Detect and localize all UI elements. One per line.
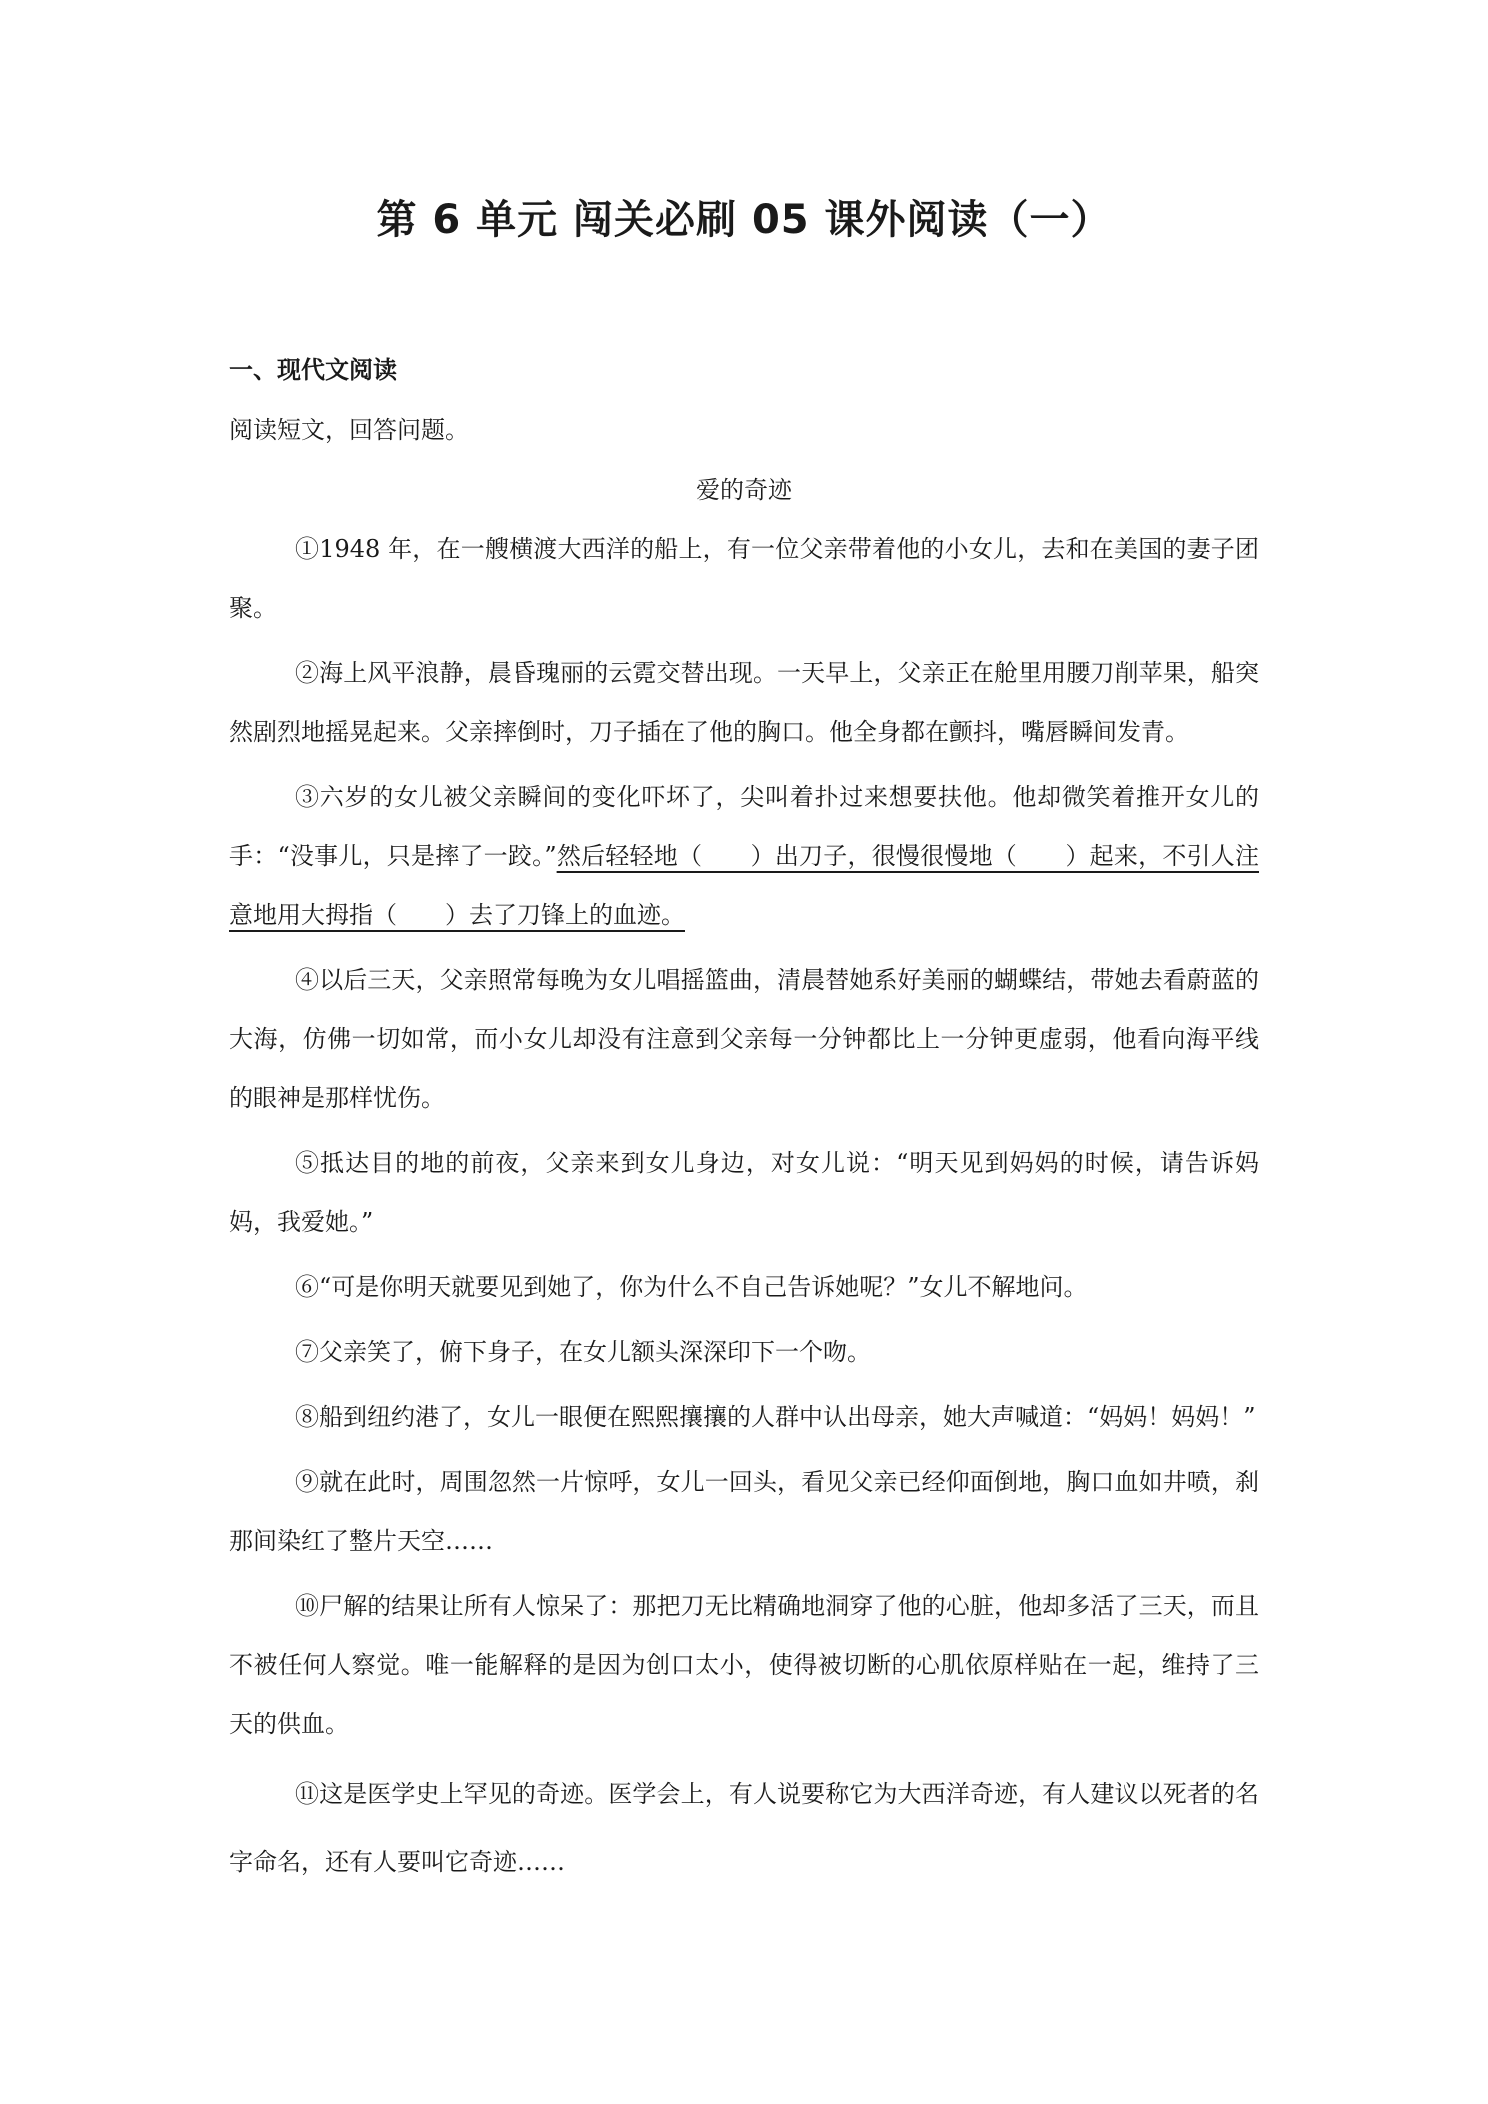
- story-body: [229, 520, 1259, 1896]
- paragraph-4: ④以后三天，父亲照常每晚为女儿唱摇篮曲，清晨替她系好美丽的蝴蝶结，带她去看蔚蓝的大海，仿佛一切如常，而小女儿却没有注意到父亲每一分钟都比上一分钟更虚弱，他看向海平线的眼神是那样忧伤。: [229, 966, 1259, 1112]
- paragraph-3: [229, 768, 1259, 945]
- section-heading: 一、现代文阅读: [229, 356, 397, 384]
- reading-instruction: 阅读短文，回答问题。: [229, 416, 469, 444]
- paragraph-8: ⑧船到纽约港了，女儿一眼便在熙熙攘攘的人群中认出母亲，她大声喊道：“妈妈！妈妈！”: [295, 1403, 1256, 1431]
- paragraph-3-text: ③六岁的女儿被父亲瞬间的变化吓坏了，尖叫着扑过来想要扶他。他却微笑着推开女儿的手：“没事儿，只是摔了一跤。”: [229, 783, 1259, 870]
- paragraph-7: ⑦父亲笑了，俯下身子，在女儿额头深深印下一个吻。: [295, 1338, 871, 1366]
- paragraph-10: ⑩尸解的结果让所有人惊呆了：那把刀无比精确地洞穿了他的心脏，他却多活了三天，而且不被任何人察觉。唯一能解释的是因为创口太小，使得被切断的心肌依原样贴在一起，维持了三天的供血。: [229, 1592, 1259, 1738]
- paragraph-6: ⑥“可是你明天就要见到她了，你为什么不自己告诉她呢？”女儿不解地问。: [295, 1273, 1088, 1301]
- paragraph-9: ⑨就在此时，周围忽然一片惊呼，女儿一回头，看见父亲已经仰面倒地，胸口血如井喷，刹那间染红了整片天空……: [229, 1468, 1259, 1555]
- document-title: 第 6 单元 闯关必刷 05 课外阅读（一）: [376, 197, 1112, 243]
- paragraph-11: ⑪这是医学史上罕见的奇迹。医学会上，有人说要称它为大西洋奇迹，有人建议以死者的名字命名，还有人要叫它奇迹……: [229, 1780, 1259, 1876]
- story-title: 爱的奇迹: [696, 476, 792, 504]
- paragraph-5: ⑤抵达目的地的前夜，父亲来到女儿身边，对女儿说：“明天见到妈妈的时候，请告诉妈妈，我爱她。”: [229, 1149, 1259, 1236]
- paragraph-1: ①1948 年，在一艘横渡大西洋的船上，有一位父亲带着他的小女儿，去和在美国的妻子团聚。: [229, 535, 1259, 622]
- paragraph-2: ②海上风平浪静，晨昏瑰丽的云霓交替出现。一天早上，父亲正在舱里用腰刀削苹果，船突然剧烈地摇晃起来。父亲摔倒时，刀子插在了他的胸口。他全身都在颤抖，嘴唇瞬间发青。: [229, 659, 1259, 746]
- paragraph-3-underlined-sentence: 然后轻轻地（ ）出刀子，很慢很慢地（ ）起来，不引人注意地用大拇指（ ）去了刀锋上的血迹。: [229, 842, 1259, 929]
